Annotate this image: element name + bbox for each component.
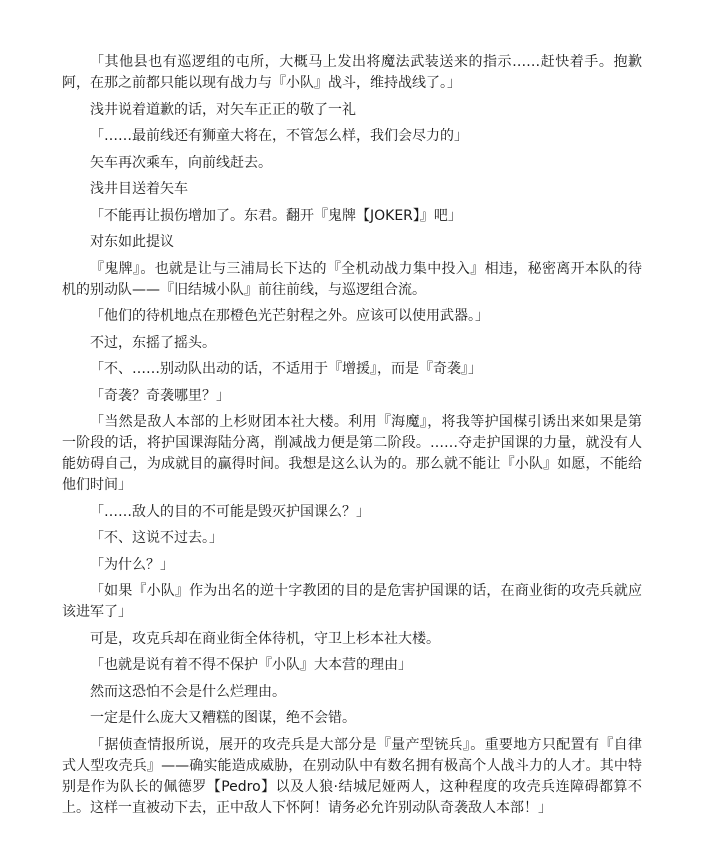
paragraph: 「如果『小队』作为出名的逆十字教团的目的是危害护国课的话，在商业街的攻壳兵就应该进军了」 [62,583,642,620]
paragraph: 浅井目送着矢车 [90,181,188,197]
paragraph: 浅井说着道歉的话，对矢车正正的敬了一礼 [90,101,356,118]
paragraph: 「为什么？」 [90,556,174,573]
paragraph: 然而这恐怕不会是什么烂理由。 [90,683,286,700]
paragraph: 「其他县也有巡逻组的屯所，大概马上发出将魔法武装送来的指示……赶快着手。抱歉阿，在那之前都只能以现有战力与『小队』战斗，维持战线了。」 [62,54,642,91]
paragraph: 『鬼牌』。也就是让与三浦局长下达的『全机动战力集中投入』相违，秘密离开本队的待机的别动队——『旧结城小队』前往前线，与巡逻组合流。 [62,260,642,298]
paragraph: 「当然是敌人本部的上杉财团本社大楼。利用『海魔』，将我等护国楳引诱出来如果是第一阶段的话，将护国课海陆分离，削减战力便是第二阶段。……夺走护国课的力量，就没有人能妨碍自己，为成就目的赢得时间。我想是这么认为的。那么就不能让『小队』如愿，不能给他们时间」 [62,414,642,493]
paragraph: 「不、这说不过去。」 [90,530,223,546]
paragraph: 可是，攻克兵却在商业街全体待机，守卫上杉本社大楼。 [90,630,440,647]
paragraph: 「……敌人的目的不可能是毁灭护国课么？」 [90,503,370,520]
paragraph: 「他们的待机地点在那橙色光芒射程之外。应该可以使用武器。」 [90,308,489,324]
paragraph: 「据侦查情报所说，展开的攻壳兵是大部分是『量产型铳兵』。重要地方只配置有『自律式人型攻壳兵』——确实能造成威胁，在别动队中有数名拥有极高个人战斗力的人才。其中特别是作为队长的佩德罗【Pedro】以及人狼·结城尼娅两人，这种程度的攻壳兵连障碍都算不上。这样一直被动下去，正中敌人下怀阿！请务必允许别动队奇袭敌人本部！」 [62,736,642,816]
paragraph: 「也就是说有着不得不保护『小队』大本营的理由」 [90,657,412,673]
paragraph: 「不、……别动队出动的话，不适用于『增援』，而是『奇袭』」 [90,361,482,377]
document-page [62,52,642,824]
paragraph: 「不能再让损伤增加了。东君。翻开『鬼牌【JOKER】』吧」 [90,207,462,224]
paragraph: 矢车再次乘车，向前线赶去。 [90,154,272,171]
paragraph: 对东如此提议 [90,234,174,250]
paragraph: 不过，东摇了摇头。 [90,334,216,351]
paragraph: 「奇袭？奇袭哪里？」 [90,387,230,404]
paragraph: 一定是什么庞大又糟糕的图谋，绝不会错。 [90,710,356,726]
paragraph: 「……最前线还有狮童大将在，不管怎么样，我们会尽力的」 [90,128,468,144]
